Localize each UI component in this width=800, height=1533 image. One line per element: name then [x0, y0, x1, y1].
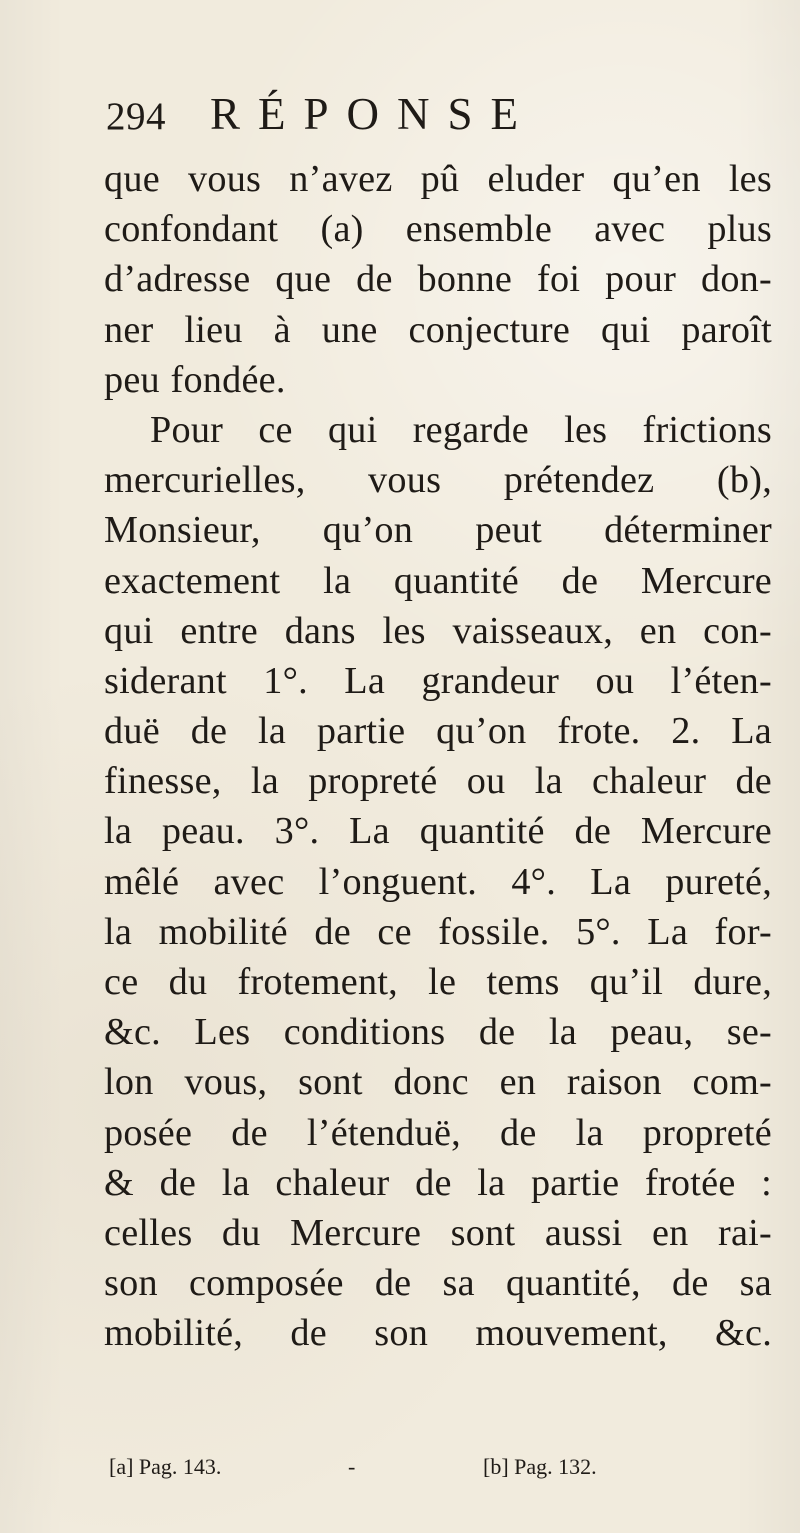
text-line: que vous n’avez pû eluder qu’en les — [104, 158, 772, 200]
footnote-a: [a] Pag. 143. — [109, 1454, 222, 1479]
footnotes — [109, 1452, 739, 1482]
footnote-b: [b] Pag. 132. — [483, 1454, 597, 1479]
text-line: finesse, la propreté ou la chaleur de — [104, 760, 772, 803]
text-line: peu fondée. — [104, 358, 286, 401]
text-line: exactement la quantité de Mercure — [104, 559, 772, 602]
text-line: d’adresse que de bonne foi pour don- — [104, 258, 772, 301]
text-line: mêlé avec l’onguent. 4°. La pureté, — [104, 860, 772, 903]
text-line: son composée de sa quantité, de sa — [104, 1262, 772, 1305]
text-line: mobilité, de son mouvement, &c. — [104, 1312, 772, 1355]
text-line: &c. Les conditions de la peau, se- — [104, 1011, 772, 1054]
text-line: ce du frotement, le tems qu’il dure, — [104, 961, 772, 1003]
running-head: RÉPONSE — [210, 89, 537, 139]
paragraph-start-line: Pour ce qui regarde les frictions — [150, 408, 772, 451]
text-line: la mobilité de ce fossile. 5°. La for- — [104, 910, 772, 953]
text-line: lon vous, sont donc en raison com- — [104, 1061, 772, 1104]
text-line: mercurielles, vous prétendez (b), — [104, 459, 772, 502]
text-line: Monsieur, qu’on peut déterminer — [104, 509, 772, 552]
text-line: duë de la partie qu’on frote. 2. La — [104, 710, 772, 753]
page-header — [106, 89, 537, 139]
text-line: posée de l’étenduë, de la propreté — [104, 1111, 772, 1154]
body-text — [104, 154, 772, 1359]
text-line: & de la chaleur de la partie frotée : — [104, 1161, 772, 1204]
text-line: celles du Mercure sont aussi en rai- — [104, 1211, 772, 1254]
text-line: siderant 1°. La grandeur ou l’éten- — [104, 659, 772, 702]
footnote-separator: - — [348, 1454, 356, 1479]
text-line: confondant (a) ensemble avec plus — [104, 208, 772, 251]
text-line: la peau. 3°. La quantité de Mercure — [104, 810, 772, 853]
text-line: qui entre dans les vaisseaux, en con- — [104, 609, 772, 652]
page-number: 294 — [106, 95, 166, 138]
text-line: ner lieu à une conjecture qui paroît — [104, 308, 772, 351]
